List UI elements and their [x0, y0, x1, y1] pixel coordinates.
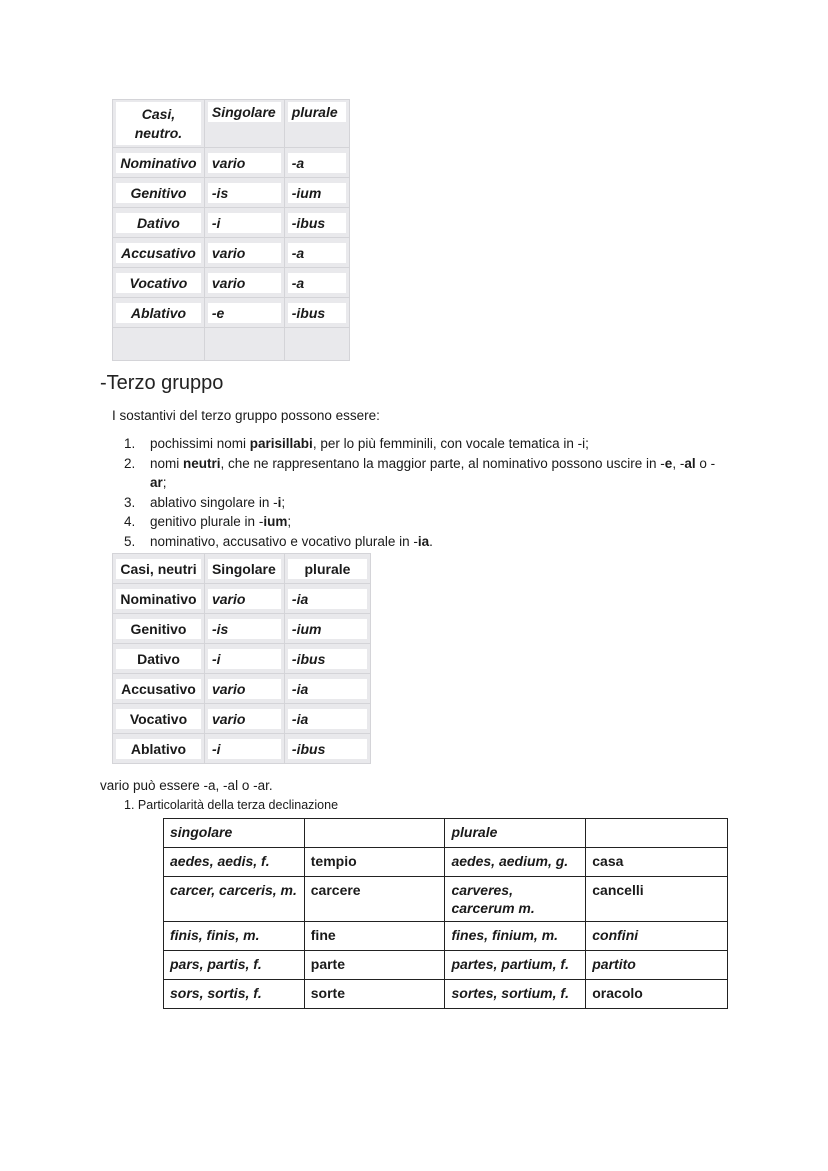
table-cell: -a: [288, 273, 346, 293]
case-cell: Genitivo: [116, 619, 201, 639]
table-row: [164, 848, 728, 877]
table-cell: -a: [288, 153, 346, 173]
table-cell: aedes, aedium, g.: [445, 848, 586, 877]
header-cell: plurale: [288, 102, 346, 122]
table-cell: -is: [208, 619, 281, 639]
table-cell: -i: [208, 739, 281, 759]
list-item: 4. genitivo plurale in -ium;: [124, 514, 292, 529]
table-row: [164, 922, 728, 951]
table-row: [113, 584, 371, 614]
case-cell: Vocativo: [116, 273, 201, 293]
header-cell: plurale: [445, 819, 586, 848]
table-cell: -is: [208, 183, 281, 203]
table-cell: sors, sortis, f.: [164, 980, 305, 1009]
table-row: [113, 298, 350, 328]
table-cell: vario: [208, 679, 281, 699]
table-cell: -ia: [288, 679, 367, 699]
table-cell: fines, finium, m.: [445, 922, 586, 951]
table-cell: -ium: [288, 183, 346, 203]
case-cell: Vocativo: [116, 709, 201, 729]
declension-table-neutri: [112, 553, 371, 764]
table-cell: -ium: [288, 619, 367, 639]
table-cell: sortes, sortium, f.: [445, 980, 586, 1009]
header-cell: Casi, neutro.: [116, 102, 201, 145]
table-cell: carveres, carcerum m.: [445, 877, 586, 922]
list-item: 5. nominativo, accusativo e vocativo plurale in -ia.: [124, 533, 433, 549]
table-row: [113, 734, 371, 764]
case-cell: Accusativo: [116, 243, 201, 263]
table-cell: carcer, carceris, m.: [164, 877, 305, 922]
table-row: [113, 268, 350, 298]
table-cell: oracolo: [586, 980, 728, 1009]
table-row: [113, 674, 371, 704]
header-cell: [304, 819, 445, 848]
declension-table-neutro: [112, 99, 350, 361]
table-row: [164, 980, 728, 1009]
table-cell: vario: [208, 273, 281, 293]
header-cell: Singolare: [208, 559, 281, 579]
table-row: [113, 208, 350, 238]
table-cell: casa: [586, 848, 728, 877]
list-item: 2. nomi neutri, che ne rappresentano la maggior parte, al nominativo possono uscire in -e, -al o -ar;: [124, 455, 716, 490]
sub-list-item: 1. Particolarità della terza declinazione: [124, 798, 339, 812]
table-row: [164, 877, 728, 922]
table-cell: partito: [586, 951, 728, 980]
case-cell: Dativo: [116, 649, 201, 669]
section-intro: I sostantivi del terzo gruppo possono essere:: [112, 408, 380, 423]
table-cell: -ibus: [288, 739, 367, 759]
list-item: 1. pochissimi nomi parisillabi, per lo più femminili, con vocale tematica in -i;: [124, 436, 589, 451]
case-cell: Nominativo: [116, 153, 201, 173]
list-item: 3. ablativo singolare in -i;: [124, 494, 286, 510]
table-row: [113, 178, 350, 208]
table-cell: fine: [304, 922, 445, 951]
table-cell: -ibus: [288, 213, 346, 233]
table-cell: -ia: [288, 589, 367, 609]
note-text: vario può essere -a, -al o -ar.: [100, 778, 273, 793]
table-cell: vario: [208, 709, 281, 729]
table-row: [113, 614, 371, 644]
table-cell: -ia: [288, 709, 367, 729]
header-cell: Casi, neutri: [116, 559, 201, 579]
table-cell: aedes, aedis, f.: [164, 848, 305, 877]
table-cell: cancelli: [586, 877, 728, 922]
table-row: [113, 704, 371, 734]
table-row: [113, 148, 350, 178]
table-row: [113, 644, 371, 674]
table-cell: finis, finis, m.: [164, 922, 305, 951]
table-cell: sorte: [304, 980, 445, 1009]
case-cell: Genitivo: [116, 183, 201, 203]
case-cell: Dativo: [116, 213, 201, 233]
header-cell: plurale: [288, 559, 367, 579]
table-cell: -a: [288, 243, 346, 263]
header-cell: Singolare: [208, 102, 281, 122]
table-cell: -i: [208, 649, 281, 669]
section-heading: -Terzo gruppo: [100, 372, 224, 394]
case-cell: Ablativo: [116, 739, 201, 759]
table-cell: vario: [208, 153, 281, 173]
particularities-table: [163, 818, 728, 1009]
table-header-row: [164, 819, 728, 848]
table-cell: -e: [208, 303, 281, 323]
table-cell: -ibus: [288, 303, 346, 323]
table-cell: carcere: [304, 877, 445, 922]
table-cell: tempio: [304, 848, 445, 877]
table-header-row: [113, 100, 350, 148]
characteristics-list: [118, 434, 728, 551]
table-row: [113, 238, 350, 268]
header-cell: [586, 819, 728, 848]
table-cell: vario: [208, 589, 281, 609]
table-cell: -i: [208, 213, 281, 233]
table-cell: confini: [586, 922, 728, 951]
case-cell: Nominativo: [116, 589, 201, 609]
table-cell: partes, partium, f.: [445, 951, 586, 980]
header-cell: singolare: [164, 819, 305, 848]
table-cell: pars, partis, f.: [164, 951, 305, 980]
table-row: [164, 951, 728, 980]
table-header-row: [113, 554, 371, 584]
table-cell: -ibus: [288, 649, 367, 669]
case-cell: Accusativo: [116, 679, 201, 699]
table-cell: vario: [208, 243, 281, 263]
table-cell: parte: [304, 951, 445, 980]
table-empty-row: [113, 328, 350, 361]
case-cell: Ablativo: [116, 303, 201, 323]
